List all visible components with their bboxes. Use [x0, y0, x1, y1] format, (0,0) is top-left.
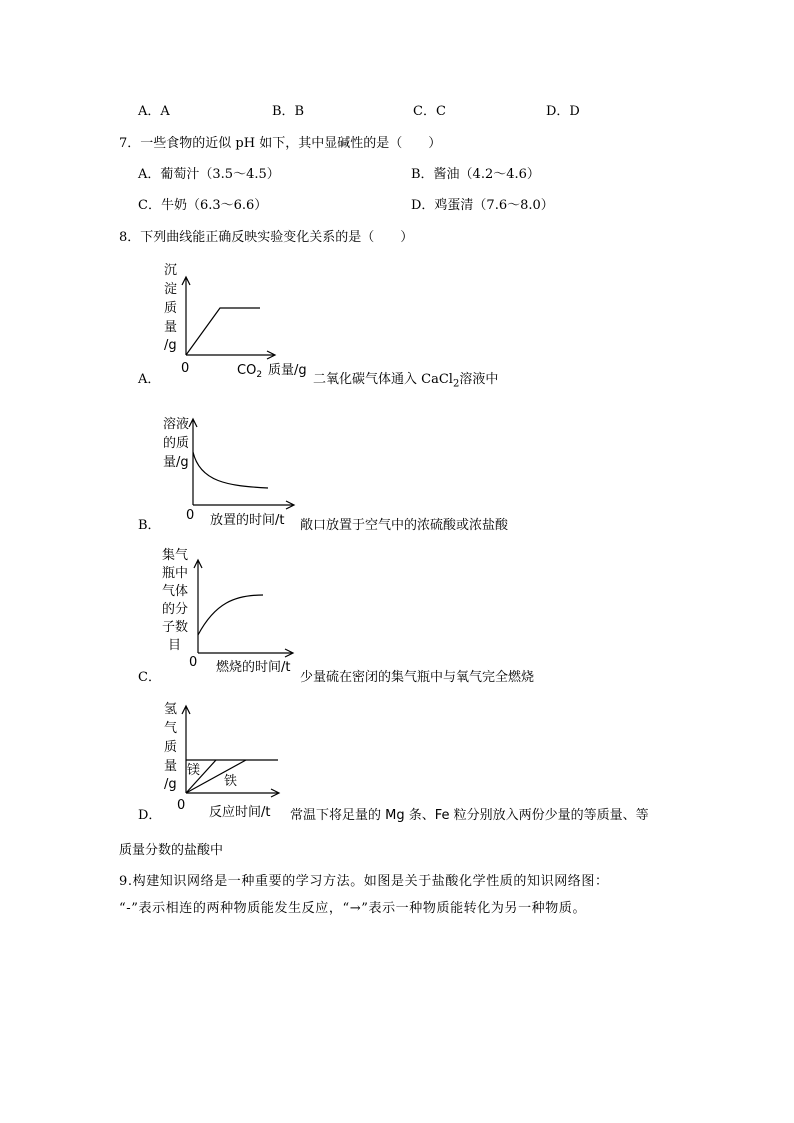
q8-d-graph: [150, 697, 320, 822]
q8-d-ylabel-1: 氢: [164, 702, 178, 717]
q8-a-ylabel-2: 淀: [164, 282, 178, 297]
q8-b-curve: [193, 452, 268, 488]
q8-d-mg-label: 镁: [187, 763, 201, 778]
q8-a-caption: [313, 372, 498, 393]
q6-option-a: A．A: [138, 104, 170, 119]
q8-d-ylabel-5: /g: [164, 777, 177, 792]
q8-a-xlabel-co2: [237, 363, 262, 380]
q9-line-2: “-”表示相连的两种物质能发生反应，“→”表示一种物质能转化为另一种物质。: [119, 901, 587, 916]
q8-a-letter: A．: [138, 372, 161, 387]
q8-c-ylabel-6: 目: [168, 638, 182, 653]
q7-option-b: B．酱油（4.2～4.6）: [411, 167, 540, 182]
q8-d-caption-cont: 质量分数的盐酸中: [119, 843, 224, 858]
q8-d-caption: 常温下将足量的 Mg 条、Fe 粒分别放入两份少量的等质量、等: [290, 808, 649, 823]
q8-c-ylabel-3: 气体: [162, 584, 189, 599]
q8-a-caption-sub: 2: [452, 378, 460, 390]
q8-d-letter: D．: [138, 808, 162, 823]
q8-d-origin: 0: [177, 798, 186, 813]
q6-option-c: C．C: [413, 104, 446, 119]
q8-c-ylabel-2: 瓶中: [162, 566, 189, 581]
q8-c-graph: [160, 543, 320, 683]
q8-a-ylabel-4: 量: [164, 320, 178, 335]
q8-c-ylabel-5: 子数: [162, 620, 189, 635]
q8-c-ylabel-1: 集气: [162, 548, 189, 563]
q8-a-curve: [186, 308, 260, 355]
q8-b-caption: 敞口放置于空气中的浓硫酸或浓盐酸: [300, 518, 509, 533]
q6-option-b: B．B: [272, 104, 305, 119]
q8-c-origin: 0: [189, 655, 198, 670]
q8-b-xlabel: 放置的时间/t: [210, 513, 285, 528]
q8-b-graph: [158, 412, 318, 532]
q8-a-ylabel-3: 质: [164, 301, 178, 316]
q8-stem: 8．下列曲线能正确反映实验变化关系的是（ ）: [119, 230, 414, 245]
q8-a-caption-tail: 溶液中: [459, 372, 499, 387]
q7-option-a: A．葡萄汁（3.5～4.5）: [138, 167, 280, 182]
q8-d-fe-label: 铁: [224, 774, 238, 789]
q8-c-curve: [198, 595, 263, 635]
q8-a-ylabel-5: /g: [164, 338, 177, 353]
q8-b-ylabel-2: 的质: [163, 436, 190, 451]
q8-b-ylabel-1: 溶液: [163, 417, 190, 432]
q8-a-origin: 0: [181, 361, 190, 376]
q8-a-caption-main: 二氧化碳气体通入 CaCl: [313, 372, 453, 387]
q8-c-caption: 少量硫在密闭的集气瓶中与氧气完全燃烧: [300, 670, 535, 685]
q8-c-ylabel-4: 的分: [162, 602, 189, 617]
q8-b-letter: B．: [138, 518, 161, 533]
q8-c-letter: C．: [138, 670, 161, 685]
q6-option-d: D．D: [546, 104, 580, 119]
q8-d-ylabel-2: 气: [164, 721, 178, 736]
q7-option-c: C．牛奶（6.3～6.6）: [138, 198, 268, 213]
q8-a-ylabel-1: 沉: [164, 263, 178, 278]
q9-line-1: 9.构建知识网络是一种重要的学习方法。如图是关于盐酸化学性质的知识网络图：: [119, 874, 609, 889]
q7-option-d: D．鸡蛋清（7.6～8.0）: [411, 198, 554, 213]
q8-d-xlabel: 反应时间/t: [209, 805, 271, 820]
q8-b-ylabel-3: 量/g: [163, 455, 189, 470]
q7-stem: 7．一些食物的近似 pH 如下，其中显碱性的是（ ）: [119, 136, 442, 151]
q8-a-xlabel: 质量/g: [268, 363, 307, 378]
q8-d-ylabel-3: 质: [164, 740, 178, 755]
q8-d-ylabel-4: 量: [164, 759, 178, 774]
q8-b-origin: 0: [186, 508, 195, 523]
q8-a-xlabel-sub: 2: [256, 370, 263, 380]
q8-c-xlabel: 燃烧的时间/t: [216, 660, 291, 675]
q8-a-xlabel-co: CO: [237, 363, 257, 378]
q8-a-graph: [150, 258, 310, 383]
